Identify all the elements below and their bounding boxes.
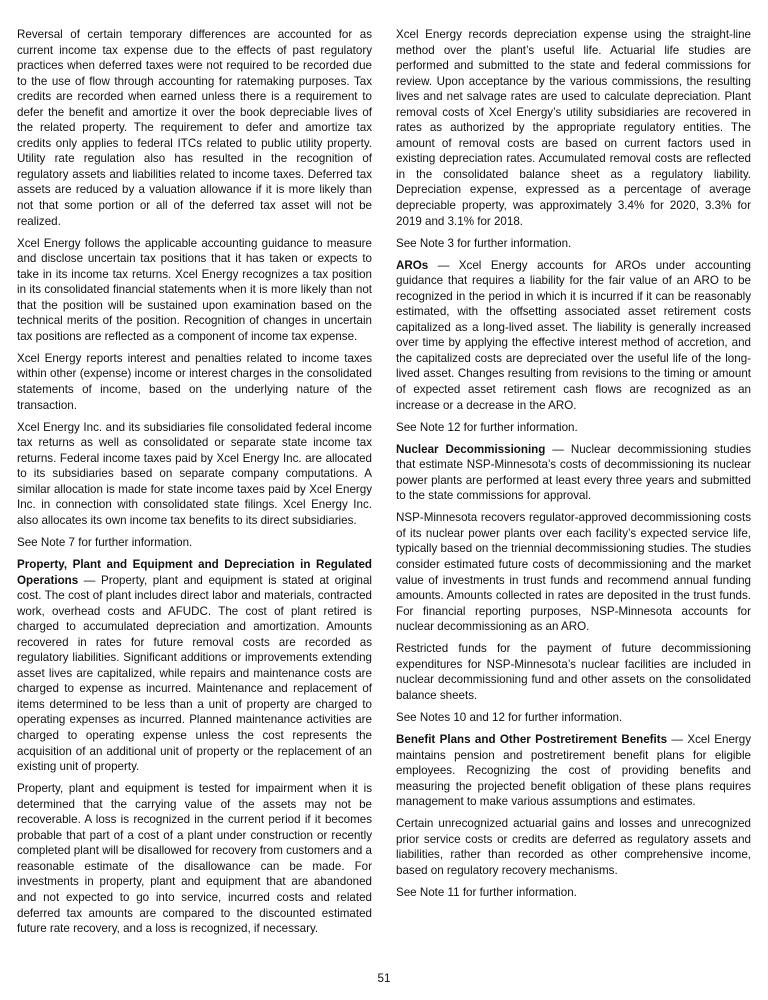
section-body-nuclear-decommissioning: — Nuclear decommissioning studies that estimate NSP-Minnesota’s costs of decommissioning its nuclear power plants are performed at least every three years and submitted to the state commissions for approval.: [396, 442, 751, 503]
left-column: [17, 27, 372, 943]
section-body-benefit-plans: — Xcel Energy maintains pension and postretirement benefit plans for eligible employees. Recognizing the cost of providing benefits and measuring the projected benefit obligation of these plans requires management to make various assumptions and estimates.: [396, 732, 752, 809]
note-reference-11: See Note 11 for further information.: [396, 885, 577, 899]
paragraph-property-plant-equipment: [17, 557, 372, 775]
section-heading-property-plant-equipment: Property, Plant and Equipment and Depreciation in Regulated Operations: [17, 558, 372, 587]
note-reference-3: See Note 3 for further information.: [396, 236, 572, 250]
note-reference-7: See Note 7 for further information.: [17, 535, 193, 549]
page-number: 51: [377, 972, 391, 985]
right-column: [396, 27, 751, 907]
section-heading-benefit-plans: Benefit Plans and Other Postretirement Benefits: [396, 732, 668, 746]
paragraph-uncertain-tax-positions: Xcel Energy follows the applicable accounting guidance to measure and disclose uncertain tax positions that it has taken or expects to take in its income tax returns. Xcel Energy recognizes a tax position in its consolidated financial statements when it is more likely than not that the position will be sustained upon examination based on the technical merits of the position. Recognition of changes in uncertain tax positions are reflected as a component of income tax expense.: [17, 236, 372, 343]
paragraph-depreciation-expense: Xcel Energy records depreciation expense using the straight-line method over the plant’s useful life. Actuarial life studies are performed and submitted to the state and federal commissions for review. Upon acceptance by the various commissions, the resulting lives and net salvage rates are used to calculate depreciation. Plant removal costs of Xcel Energy’s utility subsidiaries are recovered in rates as authorized by the appropriate regulatory entities. The amount of removal costs are based on current factors used in existing depreciation rates. Accumulated removal costs are reflected in the consolidated balance sheet as a regulatory liability. Depreciation expense, expressed as a percentage of average depreciable property, was approximately 3.4% for 2020, 3.3% for 2019 and 3.1% for 2018.: [396, 28, 751, 228]
paragraph-impairment: Property, plant and equipment is tested for impairment when it is determined that the carrying value of the assets may not be recoverable. A loss is recognized in the current period if it becomes probable that part of a cost of a plant under construction or recently completed plant will be disallowed for recovery from customers and a reasonable estimate of the disallowance can be made. For investments in property, plant and equipment that are abandoned and not expected to go into service, incurred costs and related deferred tax amounts are compared to the discounted estimated future rate recovery, and a loss is recognized, if necessary.: [17, 782, 372, 936]
paragraph-interest-penalties: Xcel Energy reports interest and penalties related to income taxes within other (expense) income or interest charges in the consolidated statements of income, based on the underlying nature of the transaction.: [17, 351, 372, 412]
note-reference-10-12: See Notes 10 and 12 for further information.: [396, 710, 623, 724]
paragraph-nuclear-decommissioning: [396, 442, 751, 504]
section-heading-aros: AROs: [396, 258, 429, 272]
paragraph-benefit-plans: [396, 732, 751, 810]
section-body-property-plant-equipment: — Property, plant and equipment is stated at original cost. The cost of plant includes direct labor and materials, contracted work, overhead costs and AFUDC. The cost of plant retired is charged to accumulated depreciation and amortization. Amounts recovered in rates for future removal costs are recorded as regulatory liabilities. Significant additions or improvements extending asset lives are capitalized, while repairs and maintenance costs are charged to expense as incurred. Maintenance and replacement of items determined to be less than a unit of property are charged to operating expenses as incurred. Planned maintenance activities are charged to operating expense unless the cost represents the acquisition of an additional unit of property or the replacement of an existing unit of property.: [17, 573, 372, 774]
section-body-aros: — Xcel Energy accounts for AROs under accounting guidance that requires a liability for the fair value of an ARO to be recognized in the period in which it is incurred if it can be reasonably estimated, with the offsetting associated asset retirement costs capitalized as a long-lived asset. The liability is generally increased over time by applying the effective interest method of accretion, and the capitalized costs are depreciated over the useful life of the long-lived asset. Changes resulting from revisions to the timing or amount of expected asset retirement cash flows are recognized as an increase or a decrease in the ARO.: [396, 258, 751, 412]
paragraph-aros: [396, 258, 751, 413]
paragraph-income-tax-reversal: Reversal of certain temporary differences are accounted for as current income tax expense due to the effects of past regulatory practices when deferred taxes were not required to be recorded due to the use of flow through accounting for ratemaking purposes. Tax credits are recorded when earned unless there is a requirement to defer the benefit and amortize it over the book depreciable lives of the related property. The requirement to defer and amortize tax credits only applies to federal ITCs related to public utility property. Utility rate regulation also has resulted in the recognition of regulatory assets and liabilities related to income taxes. Deferred tax assets are reduced by a valuation allowance if it is more likely than not that some portion or all of the deferred tax asset will not be realized.: [17, 28, 372, 228]
section-heading-nuclear-decommissioning: Nuclear Decommissioning: [396, 442, 546, 456]
paragraph-actuarial-gains: Certain unrecognized actuarial gains and losses and unrecognized prior service costs or credits are deferred as regulatory assets and liabilities, rather than recorded as other comprehensive income, based on regulatory recovery mechanisms.: [396, 817, 751, 877]
paragraph-decommissioning-recovery: NSP-Minnesota recovers regulator-approved decommissioning costs of its nuclear power plants over each facility’s expected service life, typically based on the triennial decommissioning studies. The studies consider estimated future costs of decommissioning and the market value of investments in trust funds and recommend annual funding amounts. Amounts collected in rates are deposited in the trust funds. For financial reporting purposes, NSP-Minnesota accounts for nuclear decommissioning as an ARO.: [396, 511, 751, 634]
paragraph-restricted-funds: Restricted funds for the payment of future decommissioning expenditures for NSP-Minnesota’s nuclear facilities are included in nuclear decommissioning fund and other assets on the consolidated balance sheets.: [396, 642, 751, 702]
paragraph-consolidated-returns: Xcel Energy Inc. and its subsidiaries file consolidated federal income tax returns as well as consolidated or separate state income tax returns. Federal income taxes paid by Xcel Energy Inc. are allocated to its subsidiaries based on separate company computations. A similar allocation is made for state income taxes paid by Xcel Energy Inc. in connection with consolidated state filings. Xcel Energy Inc. also allocates its own income tax benefits to its direct subsidiaries.: [17, 420, 372, 527]
note-reference-12: See Note 12 for further information.: [396, 420, 578, 434]
